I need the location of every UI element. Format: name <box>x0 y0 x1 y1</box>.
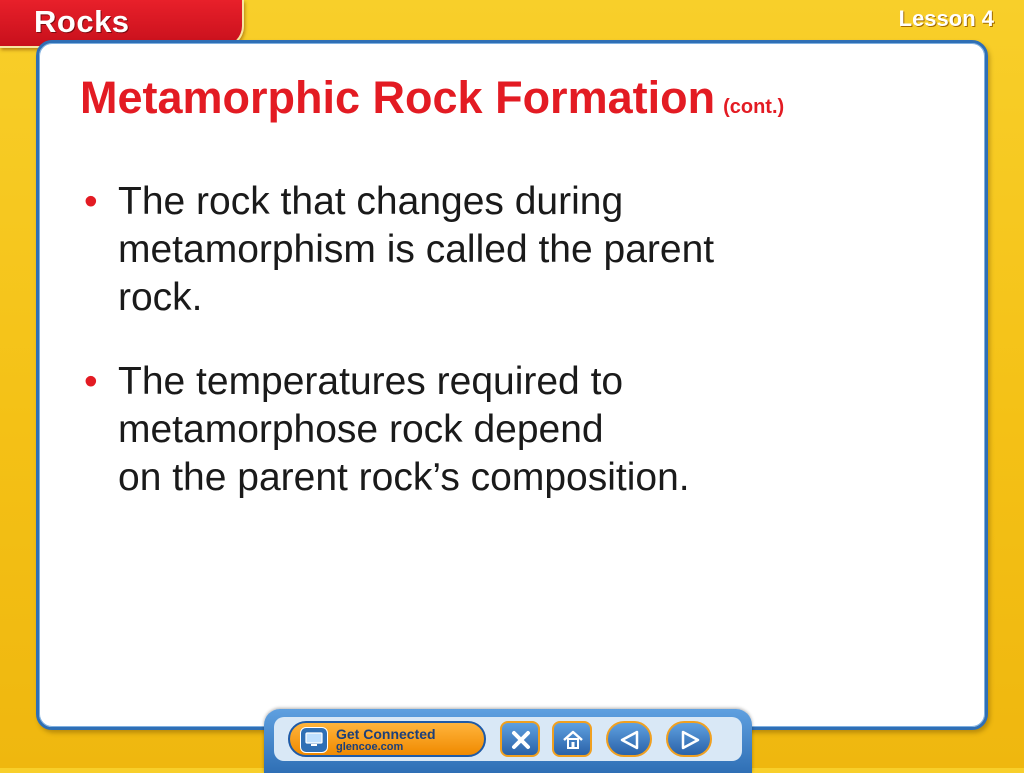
previous-icon <box>617 729 643 751</box>
chapter-label: Rocks <box>34 4 130 39</box>
get-connected-label: Get Connected <box>336 726 436 742</box>
bullet-text: The temperatures required to metamorphose rock depend on the parent rock’s composition. <box>118 360 690 499</box>
home-icon <box>562 729 584 751</box>
bullet-item <box>80 358 860 502</box>
slide-title <box>80 72 784 124</box>
slide-title-suffix: (cont.) <box>723 96 785 118</box>
previous-button[interactable] <box>606 721 652 757</box>
next-icon <box>677 729 703 751</box>
bullet-list <box>80 178 860 538</box>
navigation-bar-inner <box>274 717 742 761</box>
bullet-item <box>80 178 860 322</box>
close-button[interactable] <box>500 721 540 757</box>
navigation-bar <box>264 709 752 773</box>
site-label: glencoe.com <box>336 741 404 753</box>
bullet-text: The rock that changes during metamorphism is called the parent rock. <box>118 180 715 319</box>
home-button[interactable] <box>552 721 592 757</box>
get-connected-button[interactable] <box>288 721 486 757</box>
next-button[interactable] <box>666 721 712 757</box>
bullet-icon: • <box>84 360 98 403</box>
slide-title-text: Metamorphic Rock Formation <box>80 72 716 123</box>
bullet-icon: • <box>84 180 98 223</box>
close-icon <box>510 729 532 751</box>
computer-icon <box>300 727 328 753</box>
lesson-label: Lesson 4 <box>898 6 994 31</box>
